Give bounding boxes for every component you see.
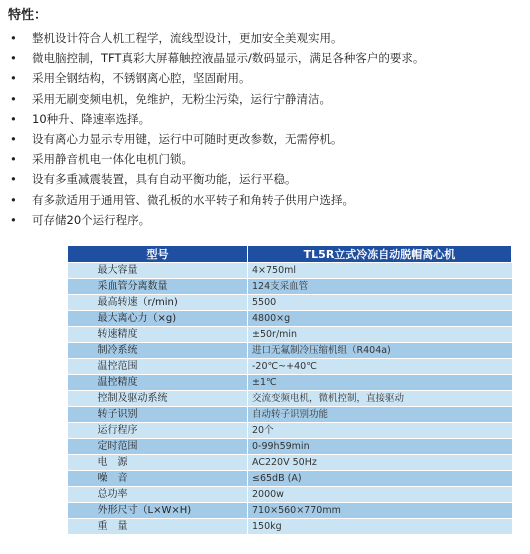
bullet-icon: •	[10, 91, 17, 106]
spec-value: 4×750ml	[248, 263, 512, 279]
feature-item	[8, 149, 528, 169]
table-row	[68, 263, 512, 279]
feature-item	[8, 28, 528, 48]
spec-label: 转子识别	[68, 407, 248, 423]
table-row	[68, 311, 512, 327]
spec-label: 运行程序	[68, 423, 248, 439]
table-row	[68, 375, 512, 391]
bullet-icon: •	[10, 212, 17, 227]
table-row	[68, 279, 512, 295]
feature-text: 微电脑控制，TFT真彩大屏幕触控液晶显示/数码显示，满足各种客户的要求。	[32, 51, 425, 66]
table-row	[68, 295, 512, 311]
feature-item	[8, 210, 528, 230]
feature-item	[8, 169, 528, 189]
feature-text: 可存储20个运行程序。	[32, 212, 151, 227]
spec-label: 外形尺寸（L×W×H)	[68, 503, 248, 519]
spec-label: 制冷系统	[68, 343, 248, 359]
spec-value: 150kg	[248, 519, 512, 535]
spec-value: ≤65dB (A)	[248, 471, 512, 487]
table-row	[68, 471, 512, 487]
table-row	[68, 423, 512, 439]
spec-value: 4800×g	[248, 311, 512, 327]
spec-label: 定时范围	[68, 439, 248, 455]
bullet-icon: •	[10, 31, 17, 45]
spec-header-model: TL5R立式冷冻自动脱帽离心机	[248, 246, 512, 263]
table-row	[68, 503, 512, 519]
spec-label: 采血管分离数量	[68, 279, 248, 295]
feature-text: 有多款适用于通用管、微孔板的水平转子和角转子供用户选择。	[32, 192, 354, 207]
table-row	[68, 359, 512, 375]
bullet-icon: •	[10, 131, 17, 146]
feature-item	[8, 109, 528, 129]
spec-value: 710×560×770mm	[248, 503, 512, 519]
feature-item	[8, 190, 528, 210]
feature-text: 整机设计符合人机工程学，流线型设计，更加安全美观实用。	[32, 31, 343, 45]
spec-value: 2000w	[248, 487, 512, 503]
spec-header-row	[68, 246, 512, 263]
spec-label: 电 源	[68, 455, 248, 471]
feature-text: 10种升、降速率选择。	[32, 111, 151, 126]
bullet-icon: •	[10, 51, 17, 66]
spec-value: 124支采血管	[248, 279, 512, 295]
bullet-icon: •	[10, 172, 17, 187]
table-row	[68, 407, 512, 423]
spec-label: 总功率	[68, 487, 248, 503]
spec-value: 交流变频电机，微机控制，直接驱动	[248, 391, 512, 407]
table-row	[68, 343, 512, 359]
spec-value: AC220V 50Hz	[248, 455, 512, 471]
spec-label: 最大离心力（×g)	[68, 311, 248, 327]
spec-table	[67, 245, 512, 535]
feature-item	[8, 48, 528, 68]
spec-header-label: 型号	[68, 246, 248, 263]
spec-label: 温控范围	[68, 359, 248, 375]
bullet-icon: •	[10, 192, 17, 207]
spec-label: 噪 音	[68, 471, 248, 487]
spec-value: 进口无氟制冷压缩机组（R404a)	[248, 343, 512, 359]
bullet-icon: •	[10, 71, 17, 86]
spec-label: 控制及驱动系统	[68, 391, 248, 407]
table-row	[68, 455, 512, 471]
spec-label: 最高转速（r/min)	[68, 295, 248, 311]
spec-value: ±1℃	[248, 375, 512, 391]
feature-list	[8, 28, 528, 230]
feature-text: 采用全钢结构，不锈钢离心腔，坚固耐用。	[32, 71, 251, 86]
spec-value: -20℃~+40℃	[248, 359, 512, 375]
table-row	[68, 519, 512, 535]
spec-label: 转速精度	[68, 327, 248, 343]
spec-value: 自动转子识别功能	[248, 407, 512, 423]
feature-text: 设有多重减震装置，具有自动平衡功能，运行平稳。	[32, 172, 297, 187]
feature-text: 采用无刷变频电机，免维护，无粉尘污染，运行宁静清洁。	[32, 91, 331, 106]
table-row	[68, 391, 512, 407]
table-row	[68, 327, 512, 343]
spec-value: 5500	[248, 295, 512, 311]
spec-label: 重 量	[68, 519, 248, 535]
spec-label: 最大容量	[68, 263, 248, 279]
feature-item	[8, 68, 528, 88]
spec-value: 0-99h59min	[248, 439, 512, 455]
bullet-icon: •	[10, 111, 17, 126]
table-row	[68, 487, 512, 503]
bullet-icon: •	[10, 152, 17, 167]
table-row	[68, 439, 512, 455]
features-title: 特性：	[8, 8, 48, 23]
spec-value: 20个	[248, 423, 512, 439]
feature-item	[8, 129, 528, 149]
feature-text: 设有离心力显示专用键，运行中可随时更改参数，无需停机。	[32, 131, 343, 146]
feature-text: 采用静音机电一体化电机门锁。	[32, 152, 193, 167]
feature-item	[8, 89, 528, 109]
spec-value: ±50r/min	[248, 327, 512, 343]
spec-label: 温控精度	[68, 375, 248, 391]
